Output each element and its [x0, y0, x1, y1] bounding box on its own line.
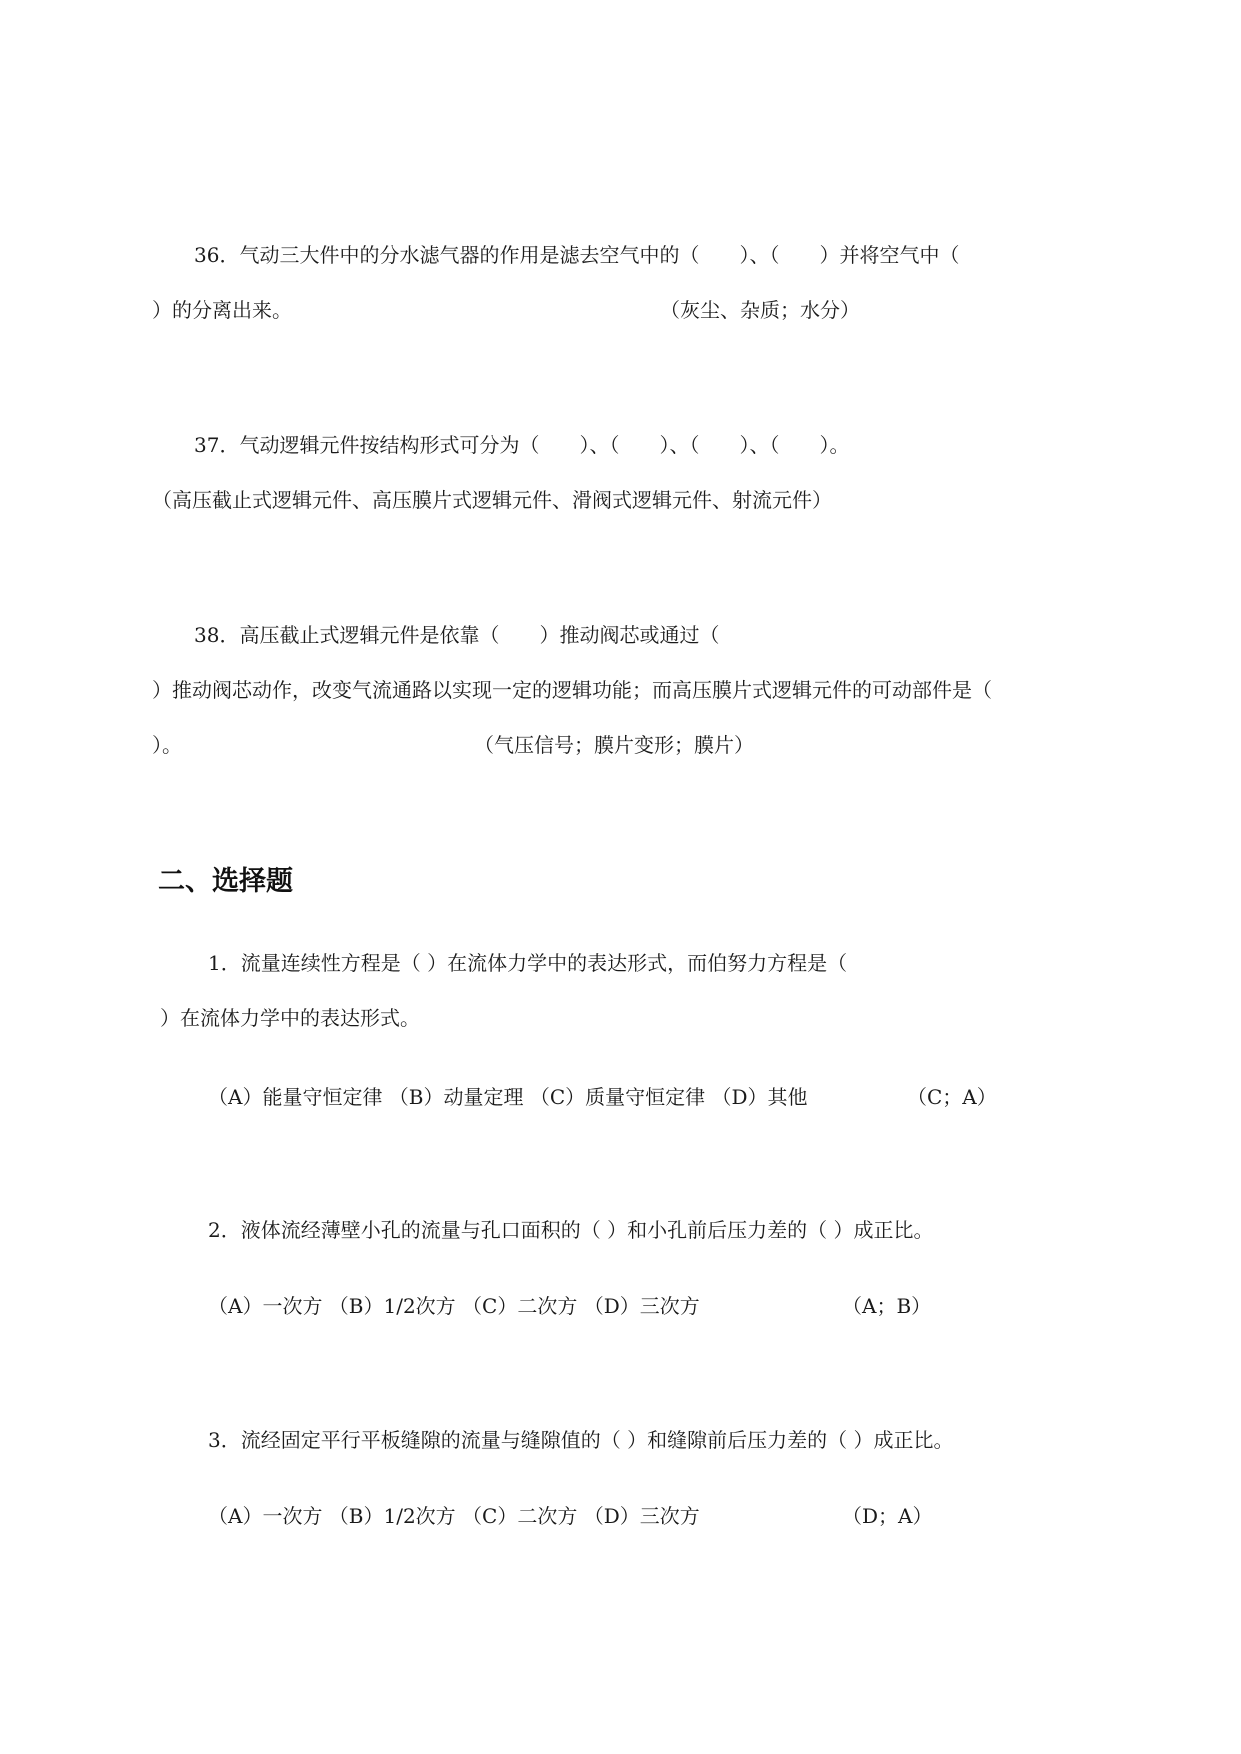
- q38-answer: （气压信号；膜片变形；膜片）: [474, 733, 754, 757]
- q36-line2: ）的分离出来。: [152, 298, 292, 322]
- choice-q1-line1: 1．流量连续性方程是（ ）在流体力学中的表达形式，而伯努力方程是（: [208, 951, 848, 975]
- choice-q2-answer: （A；B）: [842, 1294, 932, 1318]
- choice-q2-options: （A）一次方 （B）1/2次方 （C）二次方 （D）三次方: [208, 1294, 700, 1318]
- q38-line3: ）。: [152, 733, 182, 757]
- choice-q1-line2: ）在流体力学中的表达形式。: [160, 1006, 420, 1030]
- choice-q3-answer: （D；A）: [842, 1504, 933, 1528]
- q37-line2: （高压截止式逻辑元件、高压膜片式逻辑元件、滑阀式逻辑元件、射流元件）: [152, 488, 832, 512]
- q36-line1: 36．气动三大件中的分水滤气器的作用是滤去空气中的（ ）、（ ）并将空气中（: [194, 243, 960, 267]
- q38-line2: ）推动阀芯动作，改变气流通路以实现一定的逻辑功能；而高压膜片式逻辑元件的可动部件是（: [152, 678, 992, 702]
- q37-line1: 37．气动逻辑元件按结构形式可分为（ ）、（ ）、（ ）、（ ）。: [194, 433, 850, 457]
- q36-answer: （灰尘、杂质；水分）: [660, 298, 860, 322]
- choice-q2-line1: 2．液体流经薄壁小孔的流量与孔口面积的（ ）和小孔前后压力差的（ ）成正比。: [208, 1218, 934, 1242]
- choice-q3-line1: 3．流经固定平行平板缝隙的流量与缝隙值的（ ）和缝隙前后压力差的（ ）成正比。: [208, 1428, 954, 1452]
- q38-line1: 38．高压截止式逻辑元件是依靠（ ）推动阀芯或通过（: [194, 623, 720, 647]
- section-heading: 二、选择题: [158, 866, 293, 897]
- choice-q3-options: （A）一次方 （B）1/2次方 （C）二次方 （D）三次方: [208, 1504, 700, 1528]
- choice-q1-answer: （C；A）: [907, 1085, 997, 1109]
- choice-q1-options: （A）能量守恒定律 （B）动量定理 （C）质量守恒定律 （D）其他: [208, 1085, 808, 1109]
